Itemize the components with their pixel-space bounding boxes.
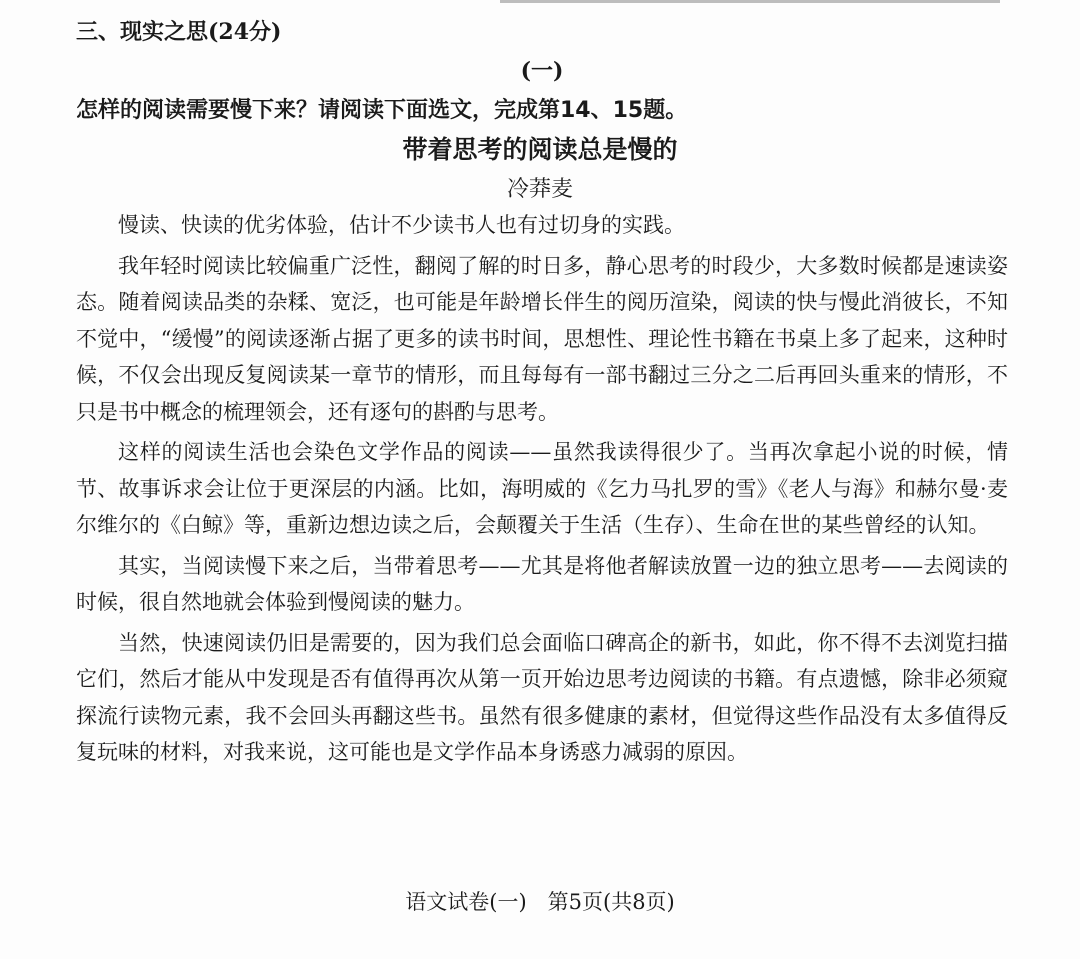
section-heading: 三、现实之思(24分)	[76, 19, 282, 45]
article-author: 冷莽麦	[506, 177, 573, 202]
top-rule	[500, 0, 1000, 3]
paragraph-5: 当然，快速阅读仍旧是需要的，因为我们总会面临口碑高企的新书，如此，你不得不去浏览扫描它们，然后才能从中发现是否有值得再次从第一页开始边思考边阅读的书籍。有点遗憾，除非必须窥探流行读物元素，我不会回头再翻这些书。虽然有很多健康的素材，但觉得这些作品没有太多值得反复玩味的材料，对我来说，这可能也是文学作品本身诱惑力减弱的原因。	[76, 630, 1008, 764]
paragraph-4: 其实，当阅读慢下来之后，当带着思考——尤其是将他者解读放置一边的独立思考——去阅读的时候，很自然地就会体验到慢阅读的魅力。	[76, 553, 1008, 614]
page-footer: 语文试卷(一) 第5页(共8页)	[405, 890, 675, 914]
article-body	[76, 207, 1008, 775]
article-title: 带着思考的阅读总是慢的	[402, 135, 678, 164]
paragraph-2: 我年轻时阅读比较偏重广泛性，翻阅了解的时日多，静心思考的时段少，大多数时候都是速读姿态。随着阅读品类的杂糅、宽泛，也可能是年龄增长伴生的阅历渲染，阅读的快与慢此消彼长，不知不觉中，“缓慢”的阅读逐渐占据了更多的读书时间，思想性、理论性书籍在书桌上多了起来，这种时候，不仅会出现反复阅读某一章节的情形，而且每每有一部书翻过三分之二后再回头重来的情形，不只是书中概念的梳理领会，还有逐句的斟酌与思考。	[76, 253, 1008, 424]
part-label: (一)	[520, 58, 564, 84]
question-prompt: 怎样的阅读需要慢下来？请阅读下面选文，完成第14、15题。	[76, 98, 688, 123]
paragraph-1: 慢读、快读的优劣体验，估计不少读书人也有过切身的实践。	[118, 213, 685, 237]
paragraph-3: 这样的阅读生活也会染色文学作品的阅读——虽然我读得很少了。当再次拿起小说的时候，情节、故事诉求会让位于更深层的内涵。比如，海明威的《乞力马扎罗的雪》《老人与海》和赫尔曼·麦尔维尔的《白鲸》等，重新边想边读之后，会颠覆关于生活（生存）、生命在世的某些曾经的认知。	[76, 440, 1008, 537]
